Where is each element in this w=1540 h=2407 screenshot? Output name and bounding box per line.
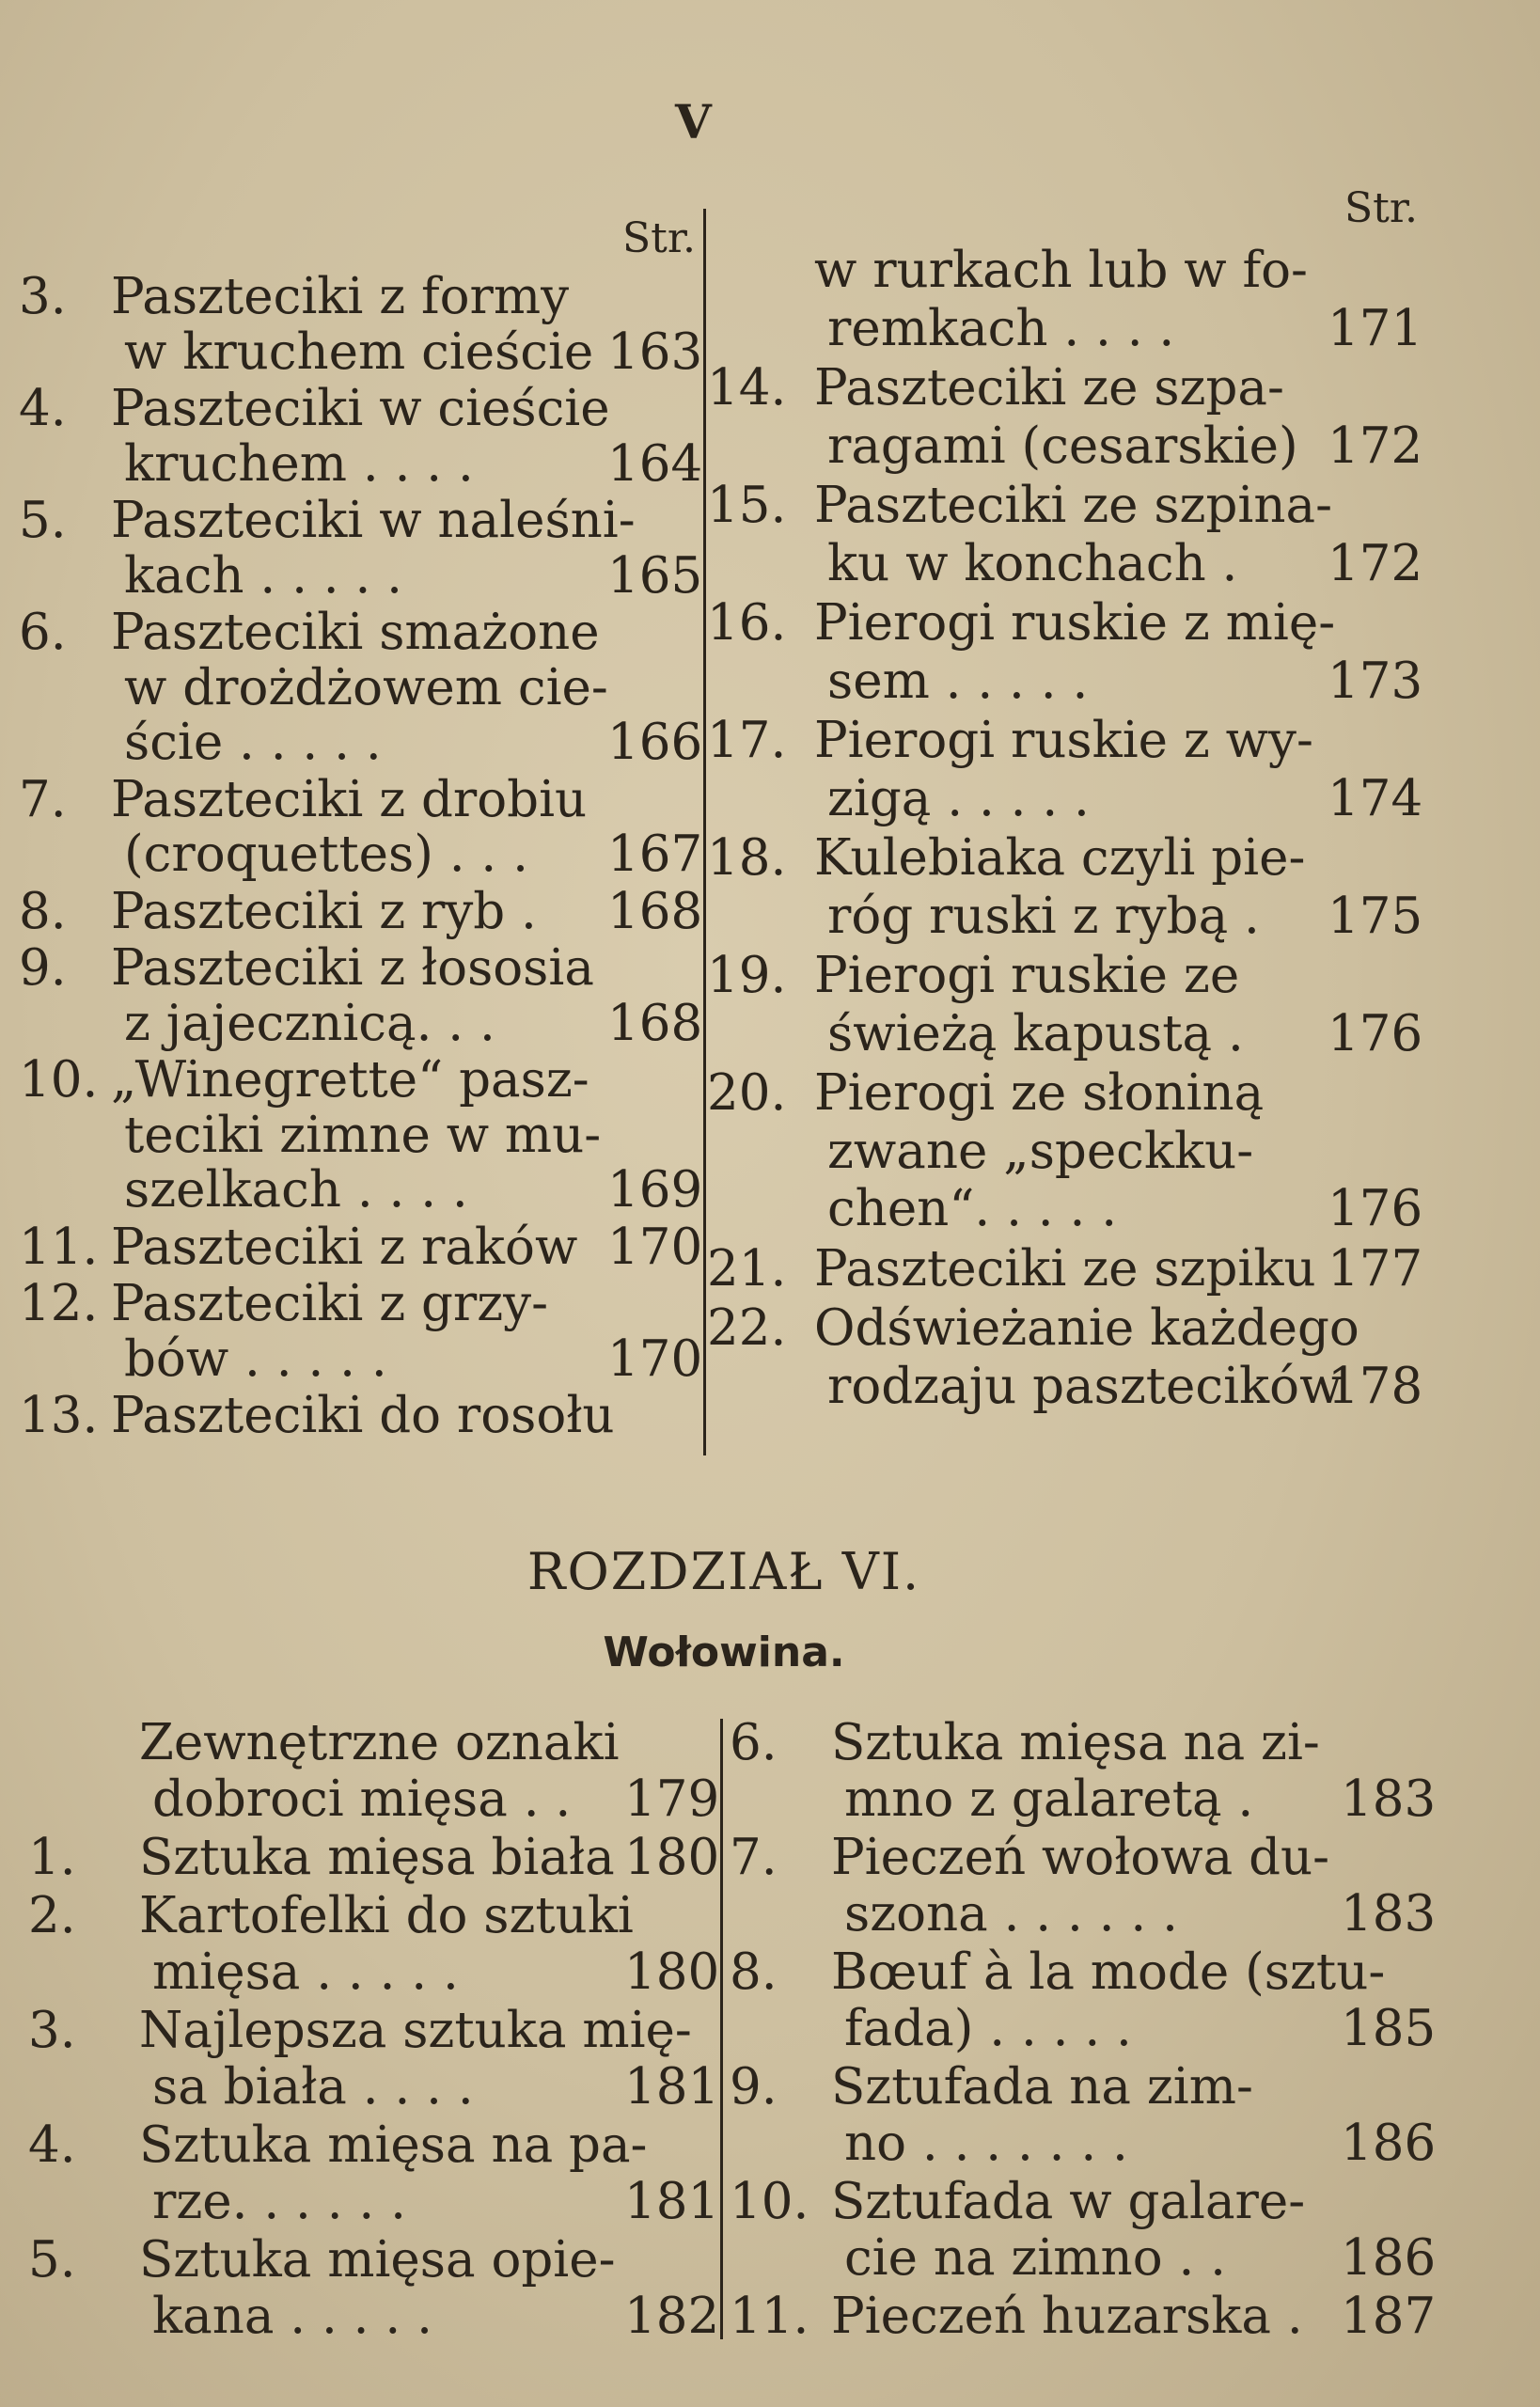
toc-entry-page: 179 [624, 1770, 720, 1828]
toc-entry-page: 181 [624, 2058, 720, 2116]
toc-entry-number: 7. [730, 1829, 778, 1886]
toc-entry-text: Sztuka mięsa opie- [139, 2231, 616, 2289]
toc-entry-number: 12. [19, 1275, 99, 1332]
toc-entry-text: Paszteciki ze szpa- [814, 359, 1284, 417]
divider-bottom [720, 1719, 723, 2339]
toc-entry-text: mno z galaretą . [844, 1770, 1254, 1828]
toc-entry-number: 22. [707, 1299, 787, 1357]
toc-entry-text: Sztuka mięsa na pa- [139, 2116, 648, 2174]
toc-entry-number: 11. [19, 1218, 99, 1276]
toc-entry-text: w rurkach lub w fo- [814, 242, 1308, 299]
toc-entry-text: Paszteciki w cieście [111, 380, 610, 437]
toc-entry-page: 168 [607, 994, 703, 1052]
toc-entry-text: Bœuf à la mode (sztu- [831, 1943, 1386, 2001]
toc-entry-text: Kartofelki do sztuki [139, 1887, 634, 1944]
toc-entry-text: kana . . . . . [152, 2288, 432, 2345]
toc-entry-number: 8. [19, 882, 67, 940]
toc-entry-number: 6. [730, 1714, 778, 1771]
toc-entry-page: 185 [1341, 2000, 1437, 2057]
toc-entry-number: 2. [28, 1887, 76, 1944]
toc-entry-text: Paszteciki ze szpina- [814, 477, 1332, 534]
toc-entry-number: 14. [707, 359, 787, 417]
toc-entry-number: 4. [19, 380, 67, 437]
toc-entry-text: Paszteciki z formy [111, 268, 570, 325]
toc-entry-text: róg ruski z rybą . [827, 887, 1260, 945]
toc-entry-number: 19. [707, 947, 787, 1004]
toc-entry-number: 5. [19, 492, 67, 549]
toc-entry-page: 163 [607, 323, 703, 381]
toc-entry-text: remkach . . . . [827, 299, 1175, 357]
toc-entry-page: 166 [607, 714, 703, 771]
toc-entry-page: 180 [624, 1829, 720, 1886]
toc-entry-text: Paszteciki do rosołu [111, 1387, 615, 1444]
toc-entry-page: 177 [1328, 1239, 1423, 1298]
toc-entry-number: 4. [28, 2116, 76, 2174]
toc-entry-text: rze. . . . . . [152, 2173, 406, 2230]
toc-entry-page: 169 [607, 1161, 703, 1219]
toc-entry-text: dobroci mięsa . . [152, 1770, 572, 1828]
toc-entry-text: Najlepsza sztuka mię- [139, 2002, 692, 2059]
toc-entry-text: Kulebiaka czyli pie- [814, 829, 1306, 887]
toc-entry-text: fada) . . . . . [844, 2000, 1132, 2057]
toc-entry-number: 10. [19, 1051, 99, 1109]
divider-top [703, 209, 706, 1455]
toc-entry-page: 182 [624, 2288, 720, 2345]
toc-entry-page: 170 [607, 1218, 703, 1276]
toc-entry-text: Paszteciki w naleśni- [111, 492, 636, 549]
toc-entry-text: bów . . . . . [124, 1329, 387, 1388]
toc-entry-page: 183 [1341, 1770, 1437, 1828]
toc-entry-number: 10. [730, 2173, 809, 2230]
toc-entry-number: 5. [28, 2231, 76, 2289]
toc-entry-page: 176 [1328, 1180, 1423, 1237]
str-label-left: Str. [622, 214, 697, 262]
toc-entry-text: chen“. . . . . [827, 1180, 1118, 1237]
toc-entry-text: sem . . . . . [827, 652, 1089, 710]
toc-entry-number: 9. [730, 2058, 778, 2116]
toc-entry-text: Paszteciki z łososia [111, 939, 594, 997]
toc-entry-text: mięsa . . . . . [152, 1943, 459, 2001]
toc-entry-text: ragami (cesarskie) [827, 417, 1298, 475]
toc-entry-page: 175 [1328, 887, 1423, 945]
toc-entry-text: w kruchem cieście [124, 323, 594, 381]
toc-entry-page: 180 [624, 1943, 720, 2001]
toc-entry-page: 171 [1328, 299, 1423, 357]
toc-entry-text: szona . . . . . . [844, 1885, 1178, 1943]
chapter-title: ROZDZIAŁ VI. [526, 1542, 921, 1601]
page-number: V [675, 94, 712, 149]
toc-entry-text: Paszteciki z grzy- [111, 1275, 549, 1332]
toc-entry-text: Paszteciki z raków [111, 1218, 578, 1276]
toc-entry-text: Pierogi ze słoniną [814, 1064, 1265, 1122]
toc-entry-text: Odświeżanie każdego [814, 1299, 1359, 1357]
toc-entry-text: Pierogi ruskie z mię- [814, 594, 1336, 652]
toc-entry-page: 167 [607, 826, 703, 883]
toc-entry-page: 174 [1328, 769, 1423, 827]
toc-entry-page: 170 [607, 1329, 703, 1388]
toc-entry-text: rodzaju pasztecików [827, 1357, 1343, 1415]
toc-entry-page: 186 [1341, 2229, 1437, 2287]
toc-entry-text: (croquettes) . . . [124, 826, 528, 883]
toc-entry-number: 8. [730, 1943, 778, 2001]
toc-entry-text: ku w konchach . [827, 534, 1238, 592]
toc-entry-text: Sztuka mięsa na zi- [831, 1714, 1320, 1771]
toc-entry-number: 18. [707, 829, 787, 887]
toc-entry-page: 176 [1328, 1004, 1423, 1062]
toc-entry-page: 181 [624, 2173, 720, 2230]
toc-entry-page: 186 [1341, 2115, 1437, 2172]
toc-entry-number: 3. [19, 268, 67, 325]
toc-entry-number: 1. [28, 1829, 76, 1886]
toc-entry-text: no . . . . . . . [844, 2115, 1128, 2172]
toc-entry-number: 16. [707, 594, 787, 652]
toc-entry-page: 172 [1328, 534, 1423, 592]
toc-entry-number: 13. [19, 1387, 99, 1444]
toc-entry-number: 3. [28, 2002, 76, 2059]
toc-entry-number: 17. [707, 712, 787, 769]
toc-entry-text: Pierogi ruskie z wy- [814, 712, 1313, 769]
toc-entry-number: 21. [707, 1239, 787, 1298]
toc-entry-page: 165 [607, 546, 703, 605]
toc-entry-text: zwane „speckku- [827, 1122, 1254, 1180]
toc-entry-text: sa biała . . . . [152, 2058, 474, 2116]
toc-entry-text: ście . . . . . [124, 714, 382, 771]
toc-entry-number: 7. [19, 770, 67, 828]
toc-entry-text: teciki zimne w mu- [124, 1106, 602, 1164]
toc-entry-text: Sztufada w galare- [831, 2173, 1306, 2230]
str-label-right: Str. [1344, 184, 1419, 232]
toc-entry-number: 11. [730, 2288, 809, 2345]
toc-entry-number: 20. [707, 1064, 787, 1122]
toc-entry-text: Pieczeń wołowa du- [831, 1829, 1330, 1886]
toc-entry-text: zigą . . . . . [827, 769, 1090, 827]
toc-entry-text: Paszteciki ze szpiku [814, 1239, 1316, 1298]
toc-entry-text: z jajecznicą. . . [124, 994, 495, 1052]
toc-entry-page: 164 [607, 434, 703, 493]
toc-entry-text: Sztufada na zim- [831, 2058, 1253, 2116]
toc-entry-text: szelkach . . . . [124, 1161, 468, 1219]
toc-entry-text: kach . . . . . [124, 546, 403, 605]
toc-entry-text: świeżą kapustą . [827, 1004, 1244, 1062]
toc-entry-text: Pieczeń huzarska . [831, 2288, 1303, 2345]
toc-entry-page: 183 [1341, 1885, 1437, 1943]
toc-entry-text: Zewnętrzne oznaki [139, 1714, 620, 1771]
toc-entry-number: 9. [19, 939, 67, 997]
toc-entry-text: „Winegrette“ pasz- [111, 1051, 589, 1109]
toc-entry-text: Paszteciki z drobiu [111, 770, 588, 828]
toc-entry-text: cie na zimno . . [844, 2229, 1226, 2287]
toc-entry-text: Paszteciki smażone [111, 604, 600, 661]
toc-entry-page: 172 [1328, 417, 1423, 475]
toc-entry-text: kruchem . . . . [124, 434, 474, 493]
toc-entry-number: 15. [707, 477, 787, 534]
chapter-subtitle: Wołowina. [603, 1628, 845, 1676]
toc-entry-text: w drożdżowem cie- [124, 658, 608, 716]
toc-entry-number: 6. [19, 604, 67, 661]
toc-entry-page: 168 [607, 882, 703, 940]
toc-entry-page: 178 [1328, 1357, 1423, 1415]
toc-entry-text: Sztuka mięsa biała [139, 1829, 615, 1886]
toc-entry-page: 173 [1328, 652, 1423, 710]
toc-entry-text: Paszteciki z ryb . [111, 882, 537, 940]
toc-entry-text: Pierogi ruskie ze [814, 947, 1240, 1004]
toc-entry-page: 187 [1341, 2288, 1437, 2345]
